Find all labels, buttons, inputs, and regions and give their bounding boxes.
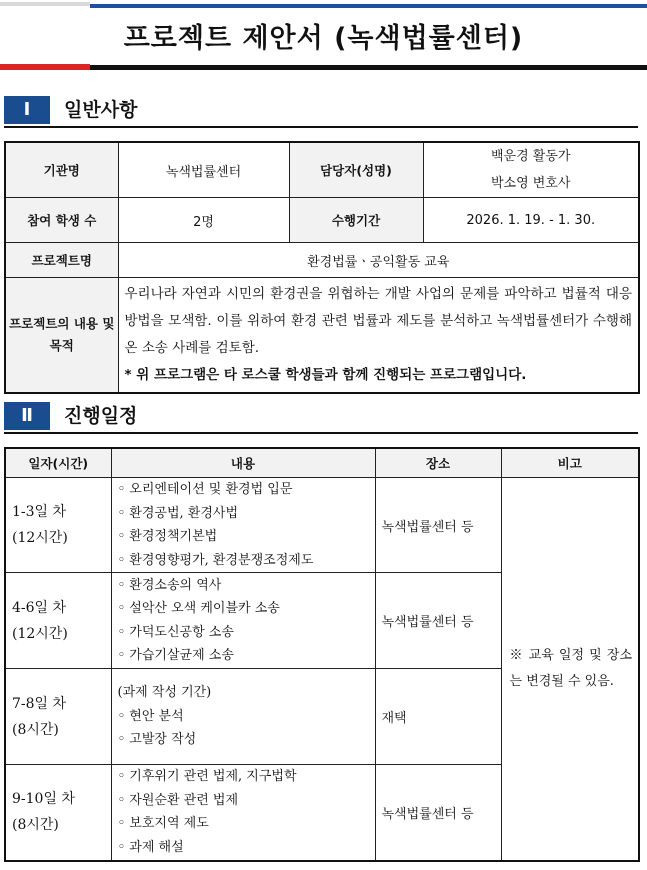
day-hours: (8시간) xyxy=(12,817,59,834)
section-header-schedule xyxy=(4,402,638,434)
list-item: ◦ 환경영향평가, 환경분쟁조정제도 xyxy=(117,552,314,568)
students-label: 참여 학생 수 xyxy=(5,198,118,243)
top-decor-blue xyxy=(90,4,647,8)
list-item: ◦ 고발장 작성 xyxy=(117,732,197,748)
contact-name: 박소영 변호사 xyxy=(491,176,571,191)
list-item: ◦ 과제 해설 xyxy=(117,839,184,855)
section-title: 진행일정 xyxy=(64,405,138,427)
period-label: 수행기간 xyxy=(289,198,423,243)
list-item: ◦ 가덕도신공항 소송 xyxy=(117,624,234,640)
day-cell xyxy=(5,573,111,669)
section-header-general xyxy=(4,96,638,128)
table-row xyxy=(5,198,639,243)
list-item: ◦ 오리엔테이션 및 환경법 입문 xyxy=(117,482,293,497)
list-item: ◦ 환경공법, 환경사법 xyxy=(117,505,239,521)
place-cell: 재택 xyxy=(375,669,501,765)
table-row xyxy=(5,278,639,394)
column-header: 일자(시간) xyxy=(5,448,111,478)
list-item: (과제 작성 기간) xyxy=(117,685,212,701)
day-cell xyxy=(5,669,111,765)
day-cell xyxy=(5,765,111,861)
column-header: 비고 xyxy=(501,448,639,478)
day-range: 1-3일 차 xyxy=(12,504,67,520)
schedule-table xyxy=(4,447,640,862)
day-hours: (12시간) xyxy=(12,625,68,642)
purpose-cell xyxy=(118,278,639,394)
list-item: ◦ 설악산 오색 케이블카 소송 xyxy=(117,601,280,616)
content-cell xyxy=(111,478,375,573)
purpose-text: 우리나라 자연과 시민의 환경권을 위협하는 개발 사업의 문제를 파악하고 법률적 대응 방법을 모색함. 이를 위하여 환경 관련 법률과 제도를 분석하고 녹색법률센터가 수행해 온 소송 사례를 검토함. xyxy=(124,286,632,356)
underline-red xyxy=(0,64,90,70)
top-decor-gray xyxy=(0,2,90,6)
list-item: ◦ 자원순환 관련 법제 xyxy=(117,792,239,808)
list-item: ◦ 환경소송의 역사 xyxy=(117,577,222,593)
column-header: 장소 xyxy=(375,448,501,478)
list-item: ◦ 가습기살균제 소송 xyxy=(117,648,234,663)
day-range: 7-8일 차 xyxy=(12,695,67,712)
underline-black xyxy=(90,65,647,70)
general-info-table xyxy=(4,141,640,394)
list-item: ◦ 보호지역 제도 xyxy=(117,816,209,832)
org-value: 녹색법률센터 xyxy=(118,142,289,198)
title-underline-bar xyxy=(0,64,647,72)
content-cell xyxy=(111,669,375,765)
purpose-label: 프로젝트의 내용 및 목적 xyxy=(5,278,118,394)
content-cell xyxy=(111,765,375,861)
table-row xyxy=(5,478,639,573)
project-label: 프로젝트명 xyxy=(5,243,118,278)
project-value: 환경법률ㆍ공익활동 교육 xyxy=(118,243,639,278)
day-range: 9-10일 차 xyxy=(12,791,75,808)
org-label: 기관명 xyxy=(5,142,118,198)
students-value: 2명 xyxy=(118,198,289,243)
place-cell: 녹색법률센터 등 xyxy=(375,478,501,573)
day-hours: (8시간) xyxy=(12,721,59,738)
place-cell: 녹색법률센터 등 xyxy=(375,765,501,861)
section-number: Ⅰ xyxy=(4,96,50,124)
section-number: Ⅱ xyxy=(4,402,50,430)
contact-label: 담당자(성명) xyxy=(289,142,423,198)
section-title: 일반사항 xyxy=(64,99,138,121)
table-row xyxy=(5,142,639,198)
place-cell: 녹색법률센터 등 xyxy=(375,573,501,669)
contact-values xyxy=(423,142,639,198)
purpose-note: * 위 프로그램은 타 로스쿨 학생들과 함께 진행되는 프로그램입니다. xyxy=(124,367,527,383)
top-decor-bar xyxy=(0,0,647,12)
table-row xyxy=(5,243,639,278)
list-item: ◦ 기후위기 관련 법제, 지구법학 xyxy=(117,769,297,785)
column-header: 내용 xyxy=(111,448,375,478)
table-header-row xyxy=(5,448,639,478)
list-item: ◦ 현안 분석 xyxy=(117,708,184,724)
list-item: ◦ 환경정책기본법 xyxy=(117,529,218,544)
day-hours: (12시간) xyxy=(12,530,68,546)
content-cell xyxy=(111,573,375,669)
page-title: 프로젝트 제안서 (녹색법률센터) xyxy=(123,23,524,54)
day-range: 4-6일 차 xyxy=(12,599,67,616)
period-value: 2026. 1. 19. - 1. 30. xyxy=(423,198,639,243)
note-cell: ※ 교육 일정 및 장소는 변경될 수 있음. xyxy=(501,478,639,861)
day-cell xyxy=(5,478,111,573)
contact-name: 백운경 활동가 xyxy=(491,149,571,164)
